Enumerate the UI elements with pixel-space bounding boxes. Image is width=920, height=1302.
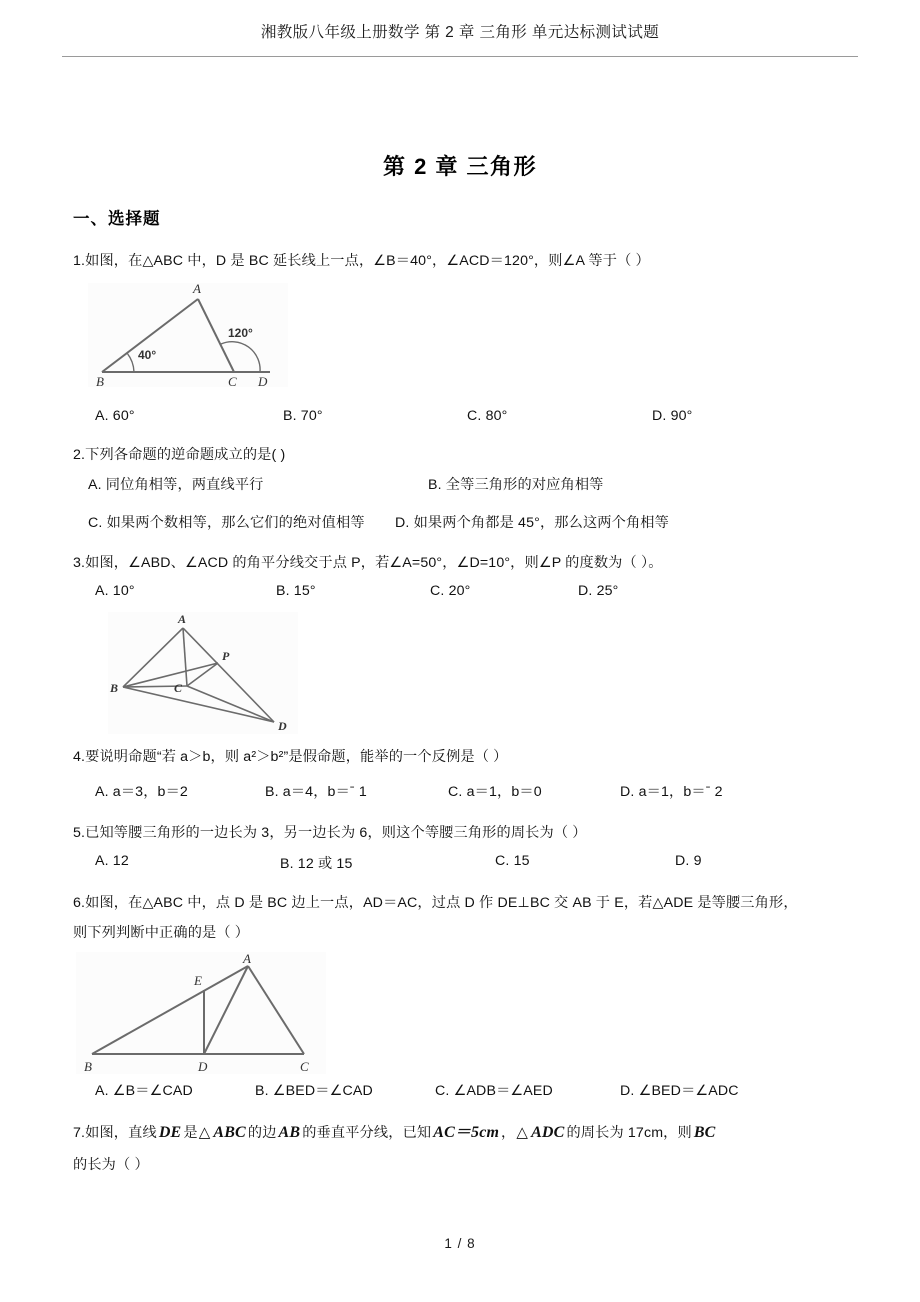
svg-text:D: D (258, 374, 268, 387)
q3-option-d[interactable]: D. 25° (578, 583, 619, 599)
svg-text:P: P (222, 649, 230, 663)
q7-part-6: 的周长为 17cm，则 (566, 1125, 692, 1141)
q1-option-d[interactable]: D. 90° (652, 408, 693, 424)
q7-part-4: 的垂直平分线，已知 (302, 1125, 432, 1141)
question-3-options (0, 583, 920, 611)
q2-option-b[interactable]: B. 全等三角形的对应角相等 (428, 477, 604, 493)
question-2-options-row-1 (0, 474, 920, 502)
q4-option-b[interactable]: B. a＝4，b＝ˉ 1 (265, 784, 367, 800)
q5-option-b[interactable]: B. 12 或 15 (280, 856, 353, 872)
svg-text:A: A (243, 952, 251, 966)
q7-triangle-symbol-1: △ (198, 1125, 211, 1141)
question-6-text-line-1: 6.如图，在△ABC 中，点 D 是 BC 边上一点，AD＝AC，过点 D 作 DE⊥BC 交 AB 于 E，若△ADE 是等腰三角形， (73, 895, 798, 911)
q6-option-b[interactable]: B. ∠BED＝∠CAD (255, 1083, 373, 1099)
question-5-text: 5.已知等腰三角形的一边长为 3，另一边长为 6，则这个等腰三角形的周长为（ ） (73, 825, 587, 841)
q5-option-c[interactable]: C. 15 (495, 853, 530, 869)
q1-option-c[interactable]: C. 80° (467, 408, 508, 424)
q1-option-b[interactable]: B. 70° (283, 408, 323, 424)
q7-math-bc: BC (693, 1124, 716, 1141)
svg-text:B: B (110, 681, 119, 695)
page-title: 第 2 章 三角形 (382, 154, 538, 179)
q7-math-ac-value: AC＝5cm (433, 1124, 500, 1141)
q3-option-a[interactable]: A. 10° (95, 583, 135, 599)
svg-text:A: A (193, 283, 201, 296)
q3-option-b[interactable]: B. 15° (276, 583, 316, 599)
question-2-options-row-2 (0, 512, 920, 540)
q5-option-a[interactable]: A. 12 (95, 853, 129, 869)
question-4-text: 4.要说明命题“若 a＞b，则 a²＞b²”是假命题，能举的一个反例是（ ） (73, 749, 508, 765)
q2-option-d[interactable]: D. 如果两个角都是 45°，那么这两个角相等 (395, 515, 669, 531)
svg-text:D: D (198, 1059, 208, 1074)
question-5-options (0, 853, 920, 881)
question-6-options (0, 1080, 920, 1108)
q7-triangle-symbol-2: △ (516, 1125, 529, 1141)
q7-part-2: 是 (183, 1125, 198, 1141)
header-divider (62, 56, 858, 57)
q5-option-d[interactable]: D. 9 (675, 853, 702, 869)
svg-text:C: C (228, 374, 237, 387)
running-header: 湘教版八年级上册数学 第 2 章 三角形 单元达标测试试题 (260, 24, 660, 41)
q6-option-a[interactable]: A. ∠B＝∠CAD (95, 1083, 193, 1099)
svg-text:120°: 120° (228, 326, 253, 340)
q4-option-c[interactable]: C. a＝1，b＝0 (448, 784, 542, 800)
q4-option-d[interactable]: D. a＝1，b＝ˉ 2 (620, 784, 723, 800)
figure-question-3 (108, 612, 298, 734)
q2-option-a[interactable]: A. 同位角相等，两直线平行 (88, 477, 264, 493)
question-6-text-line-2: 则下列判断中正确的是（ ） (73, 925, 250, 941)
question-7-text-line-2: 的长为（ ） (73, 1157, 149, 1173)
svg-text:D: D (278, 719, 287, 733)
q7-math-abc: ABC (213, 1124, 246, 1141)
question-4-options (0, 781, 920, 809)
q6-option-d[interactable]: D. ∠BED＝∠ADC (620, 1083, 739, 1099)
svg-text:A: A (178, 612, 187, 626)
q7-math-ab: AB (278, 1124, 301, 1141)
question-7-text-line-1 (73, 1118, 718, 1148)
q7-part-3: 的边 (247, 1125, 277, 1141)
q7-math-de: DE (158, 1124, 182, 1141)
question-2-text: 2.下列各命题的逆命题成立的是( ) (73, 447, 286, 463)
q1-option-a[interactable]: A. 60° (95, 408, 135, 424)
page-number: 1 / 8 (444, 1236, 476, 1251)
question-1-text: 1.如图，在△ABC 中，D 是 BC 延长线上一点，∠B＝40°，∠ACD＝120°，则∠A 等于（ ） (73, 253, 650, 269)
question-1-options (0, 408, 920, 436)
section-heading: 一、选择题 (73, 210, 161, 228)
figure-question-6 (76, 952, 326, 1074)
q7-part-1: 7.如图，直线 (73, 1125, 157, 1141)
svg-text:C: C (300, 1059, 309, 1074)
figure-question-1 (88, 283, 288, 387)
q6-option-c[interactable]: C. ∠ADB＝∠AED (435, 1083, 553, 1099)
q4-option-a[interactable]: A. a＝3，b＝2 (95, 784, 188, 800)
svg-text:B: B (84, 1059, 92, 1074)
svg-text:B: B (96, 374, 104, 387)
q3-option-c[interactable]: C. 20° (430, 583, 471, 599)
svg-text:C: C (174, 681, 183, 695)
q7-part-5: ， (501, 1125, 516, 1141)
svg-text:40°: 40° (138, 348, 157, 362)
question-3-text: 3.如图，∠ABD、∠ACD 的角平分线交于点 P，若∠A=50°，∠D=10°，则∠P 的度数为（ ）。 (73, 555, 663, 571)
svg-text:E: E (194, 973, 202, 988)
q2-option-c[interactable]: C. 如果两个数相等，那么它们的绝对值相等 (88, 515, 365, 531)
q7-math-adc: ADC (531, 1124, 565, 1141)
